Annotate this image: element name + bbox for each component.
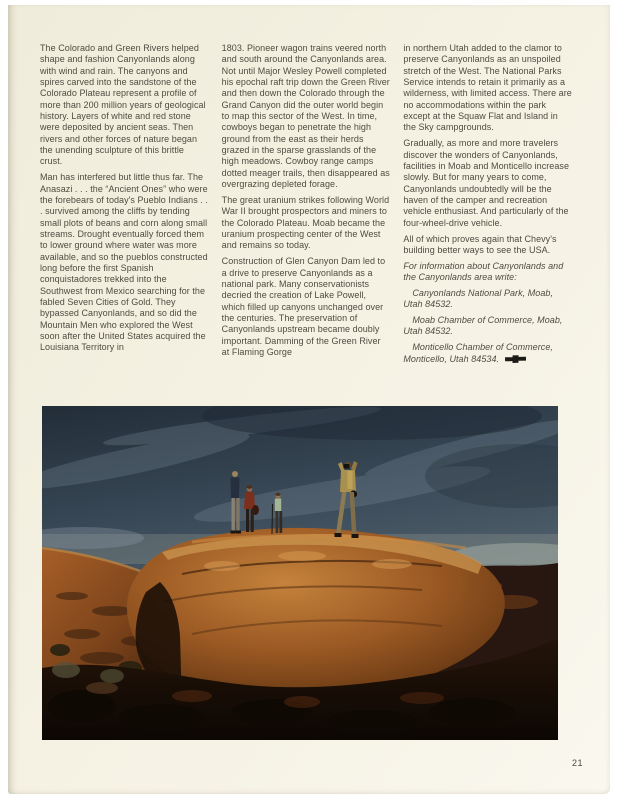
photo-scene (42, 406, 558, 740)
page-number: 21 (571, 758, 583, 768)
article-text (40, 43, 572, 369)
article-column-3 (403, 43, 572, 369)
chevrolet-bowtie-icon (505, 355, 526, 363)
article-paragraph: The great uranium strikes following World War II brought prospectors and miners to the Colorado Plateau. Moab became the uranium prospecting center of the West and remains so today. (221, 194, 390, 251)
article-column-2 (222, 43, 391, 369)
address-text: Monticello Chamber of Commerce, Monticello, Utah 84534. (403, 342, 553, 364)
article-paragraph: 1803. Pioneer wagon trains veered north and south around the Canyonlands area. Not until Major Wesley Powell completed his epochal raft trip down the Green River and then down the Colorado through the Grand Canyon did the outer world begin to map this sector of the West. In time, cowboys began to penetrate the high ground from the east as their herds grazed in the sparse grasslands of the high meadows. Cowboy range camps dotted meager trails, then disappeared as overgrazing depleted forage. (221, 43, 390, 190)
canyonlands-photo (42, 406, 558, 740)
magazine-page (8, 5, 610, 794)
address-monticello-chamber (403, 342, 572, 365)
address-moab-chamber: Moab Chamber of Commerce, Moab, Utah 84532. (403, 315, 563, 337)
article-paragraph: in northern Utah added to the clamor to preserve Canyonlands as an unspoiled stretch of the West. The National Parks Service intends to retain it primarily as a wilderness, with limited access. There are no accommodations within the park except at the Squaw Flat and Island in the Sky campgrounds. (403, 43, 572, 133)
article-paragraph: The Colorado and Green Rivers helped shape and fashion Canyonlands along with wind and rain. The canyons and spires carved into the sandstone of the Colorado Plateau represent a profile of more than 200 million years of geological history. Layers of white and red stone were deposited by ancient seas. Then rivers and other forces of nature began the unending sculpture of this brittle crust. (40, 43, 206, 167)
article-column-1 (40, 43, 209, 369)
article-paragraph: Gradually, as more and more travelers discover the wonders of Canyonlands, facilities in Moab and Monticello increase slowly. But for many years to come, Canyonlands undoubtedly will be the haven of the camper and recreation vehicle enthusiast. And particularly of the four-wheel-drive vehicle. (403, 138, 570, 228)
article-paragraph: Construction of Glen Canyon Dam led to a drive to preserve Canyonlands as a national park. Many conservationists decried the creation of Lake Powell, which filled up canyons unchanged over the centuries. The preservation of Canyonlands upstream became doubly important. Damming of the Green River at Flaming Gorge (221, 256, 386, 357)
info-intro: For information about Canyonlands and the Canyonlands area write: (403, 260, 564, 283)
address-canyonlands-national-park: Canyonlands National Park, Moab, Utah 84532. (403, 287, 554, 310)
article-paragraph: Man has interfered but little thus far. The Anasazi . . . the “Ancient Ones” who were the forebears of today's Pueblo Indians . . . survived among the cliffs by tending small plots of beans and corn along small streams. Drought eventually forced them to lower ground where water was more available, and so the pueblos constructed long before the first Spanish conquistadores trekked into the Southwest from Mexico searching for the fabled Seven Cities of Gold. They bypassed Canyonlands, and so did the Mountain Men who explored the West soon after the United States acquired the Louisiana Territory in (40, 172, 208, 353)
article-paragraph: All of which proves again that Chevy's building better ways to see the USA. (403, 233, 557, 255)
